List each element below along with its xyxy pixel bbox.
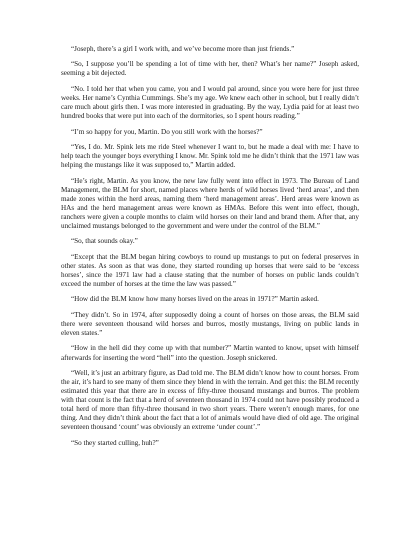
paragraph: “So, I suppose you’ll be spending a lot of time with her, then? What’s her name?” Joseph asked, seeming a bit dejected. [61, 60, 359, 78]
paragraph: “Joseph, there’s a girl I work with, and we’ve become more than just friends.” [71, 45, 295, 53]
page-body [61, 45, 359, 454]
paragraph: “I’m so happy for you, Martin. Do you still work with the horses?” [71, 127, 263, 136]
paragraph: “They didn’t. So in 1974, after supposedly doing a count of horses on those areas, the BLM said there were seventeen thousand wild horses and burros, mostly mustangs, living on public lands in eleven states.” [61, 310, 359, 338]
paragraph: “So, that sounds okay.” [71, 237, 138, 246]
paragraph: “He’s right, Martin. As you know, the new law fully went into effect in 1973. The Bureau of Land Management, the BLM for short, named places where herds of wild horses lived ‘herd areas’, and then made zones within the herd areas, naming them ‘herd management areas’. Herd areas were known as HAs and the herd management areas were known as HMAs. Before this went into effect, though, ranchers were given a couple months to claim wild horses on their land and brand them. After that, any unclaimed mustangs belonged to the government and were under the control of the BLM.” [61, 176, 359, 230]
paragraph: “Except that the BLM began hiring cowboys to round up mustangs to put on federal preserves in other states. As soon as that was done, they started rounding up horses that were said to be ‘excess horses’, since the 1971 law had a clause stating that the number of horses on public lands couldn’t exceed the number of horses at the time the law was passed.” [61, 252, 359, 289]
paragraph: “Yes, I do. Mr. Spink lets me ride Steel whenever I want to, but he made a deal with me: I have to help teach the younger boys everything I know. Mr. Spink told me he didn’t think that the 1971 law was helping the mustangs like it was supposed to,” Martin added. [61, 142, 359, 170]
paragraph: “No. I told her that when you came, you and I would pal around, since you were here for just three weeks. Her name’s Cynthia Cummings. She’s my age. We knew each other in school, but I really didn’t care much about girls then. I was more interested in graduating. By the way, Lydia paid for at least two hundred books that were put into each of the dormitories, so I spent hours reading.” [61, 84, 359, 121]
paragraph: “How in the hell did they come up with that number?” Martin wanted to know, upset with himself afterwards for inserting the word “hell” into the question. Joseph snickered. [61, 344, 359, 362]
paragraph: “How did the BLM know how many horses lived on the areas in 1971?” Martin asked. [71, 295, 319, 304]
paragraph: “So they started culling, huh?” [71, 438, 159, 447]
paragraph: “Well, it’s just an arbitrary figure, as Dad told me. The BLM didn’t know how to count horses. From the air, it’s hard to see many of them since they blend in with the terrain. And get this: the BLM recently estimated this year that there are in excess of fifty-three thousand mustangs and burros. The problem with that count is the fact that a herd of seventeen thousand in 1974 could not have possibly produced a total herd of more than fifty-three thousand in two short years. There weren’t enough mares, for one thing. And they didn’t think about the fact that a lot of animals would have died of old age. The original seventeen thousand ‘count’ was obviously an extreme ‘under count’.” [61, 368, 359, 432]
